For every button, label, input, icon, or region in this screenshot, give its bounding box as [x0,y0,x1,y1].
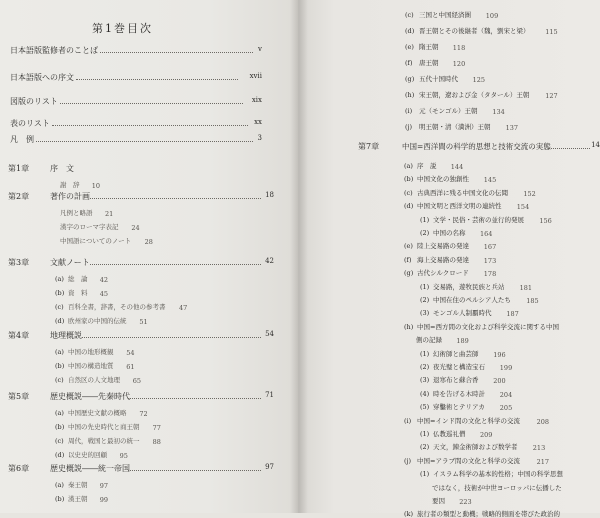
section-page: 196 [493,350,506,359]
section-page: 95 [119,452,128,460]
section-marker: (c) [55,437,64,445]
section-marker: (1) [420,349,430,358]
section-page: 72 [139,410,148,418]
section-label: 側の記録 [416,336,442,345]
section-label: 以史史的回顧 [68,451,107,459]
section-label: 中国の名称 [433,229,466,237]
section-marker: (f) [405,59,413,67]
front-matter-page: xix [251,96,262,104]
chapter-title: 地理概説 [50,331,82,340]
section-marker: (b) [55,495,65,503]
chapter-number: 第2章 [8,192,30,201]
section-page: 164 [480,230,493,238]
front-matter-page: xvii [249,72,262,80]
section-marker: (b) [55,423,65,431]
section-label: 秦王朝 [68,481,88,489]
section-label: 海上交易路の発達 [417,255,469,264]
section-label: 漢王朝 [68,495,88,503]
dot-leader [128,470,261,471]
section-label: 穿鑿術とテリアカ [433,403,485,412]
section-marker: (i) [405,107,413,115]
section-label: 時を告げる木時計 [433,389,485,398]
section-label: 天文，錬金術師および数学者 [433,443,518,452]
section-marker: (d) [405,27,415,35]
section-label: 序 説 [417,162,437,170]
section-page: 99 [99,496,109,504]
left-page [0,0,298,513]
section-page: 213 [532,444,546,453]
section-label: 元（モンゴル）王朝 [419,107,478,115]
section-label: 漢字のローマ字表記 [60,223,119,231]
section-label: 中国在住のペルシア人たち [433,296,511,304]
section-label: 唐王朝 [419,59,439,67]
section-marker: (1) [420,215,430,224]
section-marker: (b) [55,362,65,370]
section-page: 65 [132,377,142,385]
section-page: 77 [152,424,161,432]
section-page: 209 [480,431,493,439]
section-marker: (3) [420,309,430,318]
section-page: 144 [450,163,464,171]
section-label: 陸上交易路の発達 [417,242,469,251]
chapter-page: 42 [265,257,274,265]
dot-leader [128,398,261,399]
section-page: 54 [126,349,135,357]
section-marker: (2) [420,229,430,237]
section-marker: (a) [55,348,64,356]
section-label: 仏教巡礼僧 [433,430,466,438]
toc-title: 第1巻目次 [92,22,153,35]
dot-leader [76,79,238,80]
section-page: 156 [539,216,552,225]
section-label: 要因 [432,497,445,505]
section-page: 181 [519,283,533,292]
section-label: 自然区の人文地理 [68,376,120,384]
section-label: 中国文明と西洋文明の連続性 [417,202,502,211]
dot-leader [60,103,243,104]
section-label: 退寒布と蘇合香 [433,376,479,385]
section-marker: (h) [405,91,415,99]
section-label: 中国=アラブ間の文化と科学の交流 [417,456,520,465]
section-page: 205 [499,404,513,413]
section-label: 中国の構造地質 [68,362,114,370]
section-page: 217 [536,457,550,466]
section-page: 125 [472,76,486,84]
front-matter-label: 日本語版への序文 [10,73,74,82]
section-label: 隋王朝 [419,43,439,51]
section-page: 204 [499,390,513,399]
section-marker: (a) [404,162,413,170]
chapter-number: 第6章 [8,464,30,473]
chapter-number: 第3章 [8,258,30,267]
section-marker: (d) [404,202,414,211]
section-label: 中国文化の独創性 [417,175,469,184]
section-marker: (g) [405,75,415,83]
dot-leader [82,337,261,338]
front-matter-page: v [258,45,262,53]
section-label: 中国=インド間の文化と科学の交流 [417,416,520,425]
section-label: 幻術師と曲芸師 [433,349,479,358]
section-marker: (e) [405,43,414,51]
section-page: 21 [105,210,114,218]
section-label: 古代シルクロード [417,269,469,278]
section-label: 百科全書，辞書，その他の参考書 [68,303,166,311]
section-label: 謝 辞 [60,181,80,189]
section-label: 欧州家の中国的伝統 [68,317,127,325]
section-marker: (a) [55,275,64,283]
section-marker: (i) [404,416,412,425]
section-page: 42 [99,276,109,284]
section-marker: (f) [404,255,412,264]
section-label: 中国の先史時代と商王朝 [68,423,140,431]
front-matter-label: 表のリスト [10,119,50,128]
section-marker: (d) [55,451,65,459]
section-page: 118 [452,44,466,52]
section-marker: (2) [420,363,430,371]
section-page: 109 [485,12,499,20]
section-marker: (j) [405,123,413,131]
section-page: 199 [499,364,513,372]
section-marker: (d) [55,317,65,325]
dot-leader [100,52,253,53]
dot-leader [548,148,590,149]
dot-leader [36,141,253,142]
section-page: 137 [505,124,519,132]
front-matter-label: 凡 例 [10,135,34,144]
section-page: 152 [523,189,536,198]
section-page: 200 [493,377,506,386]
section-page: 47 [179,304,188,312]
section-page: 24 [131,224,140,232]
dot-leader [90,264,261,265]
chapter-number: 第1章 [8,164,30,173]
section-page: 189 [456,337,469,346]
section-page: 178 [483,270,497,279]
section-page: 97 [99,482,109,490]
section-label: 五代十国時代 [419,75,458,83]
chapter-page: 14 [591,141,600,149]
section-label: 夜光璧と構造宝石 [433,363,485,371]
chapter-title: 著作の計画 [50,192,90,201]
section-label: 三国と中国経済圏 [419,11,471,19]
section-page: 61 [126,363,135,371]
dot-leader [52,125,248,126]
section-marker: (5) [420,403,430,412]
right-page [298,0,600,518]
front-matter-label: 図版のリスト [10,97,58,106]
section-marker: (1) [420,282,430,291]
section-page: 185 [526,297,539,305]
section-label: 中国歴史文献の概略 [68,409,127,417]
section-page: 51 [139,318,148,326]
section-label: 旅行者の類型と動機；戦略的側面を帯びた政治的 [417,510,560,518]
chapter-number: 第7章 [358,142,380,151]
section-label: 宋王朝，遼および金（タタール）王朝 [419,91,530,99]
section-marker: (4) [420,389,430,398]
section-marker: (j) [404,456,412,465]
section-marker: (1) [420,430,430,438]
section-label: 古典西洋に残る中国文化の伝聞 [417,188,508,197]
chapter-page: 54 [265,330,274,338]
section-page: 28 [144,238,153,246]
chapter-number: 第4章 [8,331,30,340]
chapter-title: 歴史概説――先秦時代 [50,392,130,401]
chapter-title: 歴史概説――統一帝国 [50,464,130,473]
chapter-page: 97 [265,463,274,471]
section-page: 134 [492,108,505,116]
section-page: 120 [452,60,466,68]
section-marker: (1) [420,470,430,479]
section-marker: (a) [55,481,64,489]
section-label: モンゴル人制覇時代 [433,309,492,318]
section-label: 中国語についてのノート [60,237,132,245]
section-label: 凡例と略語 [60,209,93,217]
section-label: 明王朝・清（満洲）王朝 [419,123,491,131]
section-marker: (h) [404,322,414,331]
section-label: 文学・民俗・芸術の並行的発展 [433,215,524,224]
section-marker: (b) [55,289,65,297]
section-page: 167 [483,243,497,252]
section-label: 周代，戦国と最初の統一 [68,437,140,445]
section-marker: (e) [404,242,413,251]
section-marker: (k) [404,510,414,518]
chapter-page: 71 [265,391,274,399]
section-page: 154 [516,203,530,212]
section-page: 88 [152,438,161,446]
section-marker: (a) [55,409,64,417]
section-page: 187 [506,310,519,319]
section-page: 45 [99,290,109,298]
dot-leader [90,198,261,199]
section-page: 10 [91,182,101,190]
section-label: 交易路，遊牧民族と兵站 [433,282,505,291]
section-label: 資 料 [68,289,88,297]
section-page: 115 [545,28,558,36]
section-marker: (2) [420,296,430,304]
section-marker: (g) [404,269,414,278]
section-page: 223 [459,498,472,506]
front-matter-page: xx [254,118,262,126]
section-page: 127 [545,92,558,100]
section-label: 中国の地形概観 [68,348,114,356]
front-matter-label: 日本語版監修者のことば [10,46,98,55]
section-marker: (c) [405,11,414,19]
section-marker: (c) [404,188,413,197]
section-marker: (c) [55,303,64,311]
chapter-title: 序 文 [50,164,74,173]
section-page: 145 [483,176,497,185]
section-label: 総 論 [68,275,88,283]
chapter-number: 第5章 [8,392,30,401]
chapter-page: 18 [265,191,274,199]
front-matter-page: 3 [257,134,262,142]
chapter-title: 文献ノート [50,258,90,267]
section-page: 208 [536,417,550,426]
section-page: 173 [483,256,497,265]
section-label: 晋王朝とその後継者（魏，劉宋と梁） [419,27,530,35]
section-marker: (2) [420,443,430,452]
section-label: イスラム科学の基本的性格；中国の科学思想 [433,470,563,479]
section-marker: (c) [55,376,64,384]
section-marker: (3) [420,376,430,385]
section-label: ではなく，技術が中世ヨーロッパに伝播した [432,483,562,492]
section-label: 中国=西方間の文化および科学交流に関する中国 [417,322,559,331]
chapter-title: 中国=西洋間の科学的思想と技術交流の実態 [402,142,551,151]
section-marker: (b) [404,175,414,184]
